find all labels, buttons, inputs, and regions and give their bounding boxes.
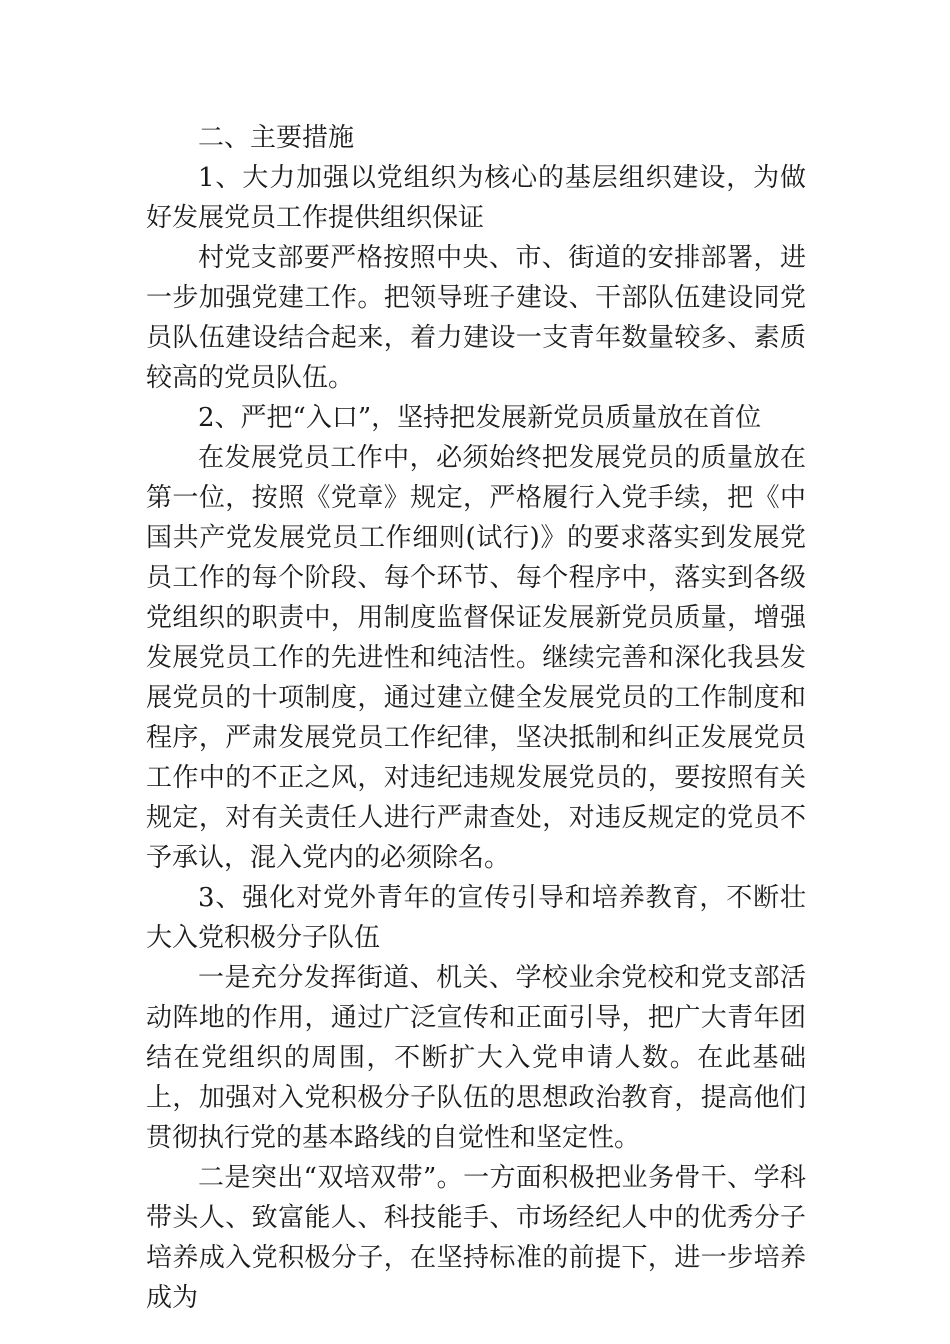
measure-3-body-1: 一是充分发挥街道、机关、学校业余党校和党支部活动阵地的作用，通过广泛宣传和正面引导，把广大青年团结在党组织的周围，不断扩大入党申请人数。在此基础上，加强对入党积极分子队伍的思想政治教育，提高他们贯彻执行党的基本路线的自觉性和坚定性。 bbox=[146, 963, 806, 1153]
measure-1-heading: 1、大力加强以党组织为核心的基层组织建设，为做好发展党员工作提供组织保证 bbox=[146, 163, 806, 233]
measure-2-heading: 2、严把“入口”，坚持把发展新党员质量放在首位 bbox=[198, 403, 762, 433]
document-body bbox=[146, 118, 806, 1318]
measure-3-body-2: 二是突出“双培双带”。一方面积极把业务骨干、学科带头人、致富能人、科技能手、市场经纪人中的优秀分子培养成入党积极分子，在坚持标准的前提下，进一步培养成为 bbox=[146, 1163, 806, 1313]
measure-2-body: 在发展党员工作中，必须始终把发展党员的质量放在第一位，按照《党章》规定，严格履行入党手续，把《中国共产党发展党员工作细则(试行)》的要求落实到发展党员工作的每个阶段、每个环节、每个程序中，落实到各级党组织的职责中，用制度监督保证发展新党员质量，增强发展党员工作的先进性和纯洁性。继续完善和深化我县发展党员的十项制度，通过建立健全发展党员的工作制度和程序，严肃发展党员工作纪律，坚决抵制和纠正发展党员工作中的不正之风，对违纪违规发展党员的，要按照有关规定，对有关责任人进行严肃查处，对违反规定的党员不予承认，混入党内的必须除名。 bbox=[146, 443, 806, 873]
section-heading: 二、主要措施 bbox=[198, 123, 355, 153]
measure-1-body: 村党支部要严格按照中央、市、街道的安排部署，进一步加强党建工作。把领导班子建设、干部队伍建设同党员队伍建设结合起来，着力建设一支青年数量较多、素质较高的党员队伍。 bbox=[146, 243, 806, 393]
measure-3-heading: 3、强化对党外青年的宣传引导和培养教育，不断壮大入党积极分子队伍 bbox=[146, 883, 806, 953]
